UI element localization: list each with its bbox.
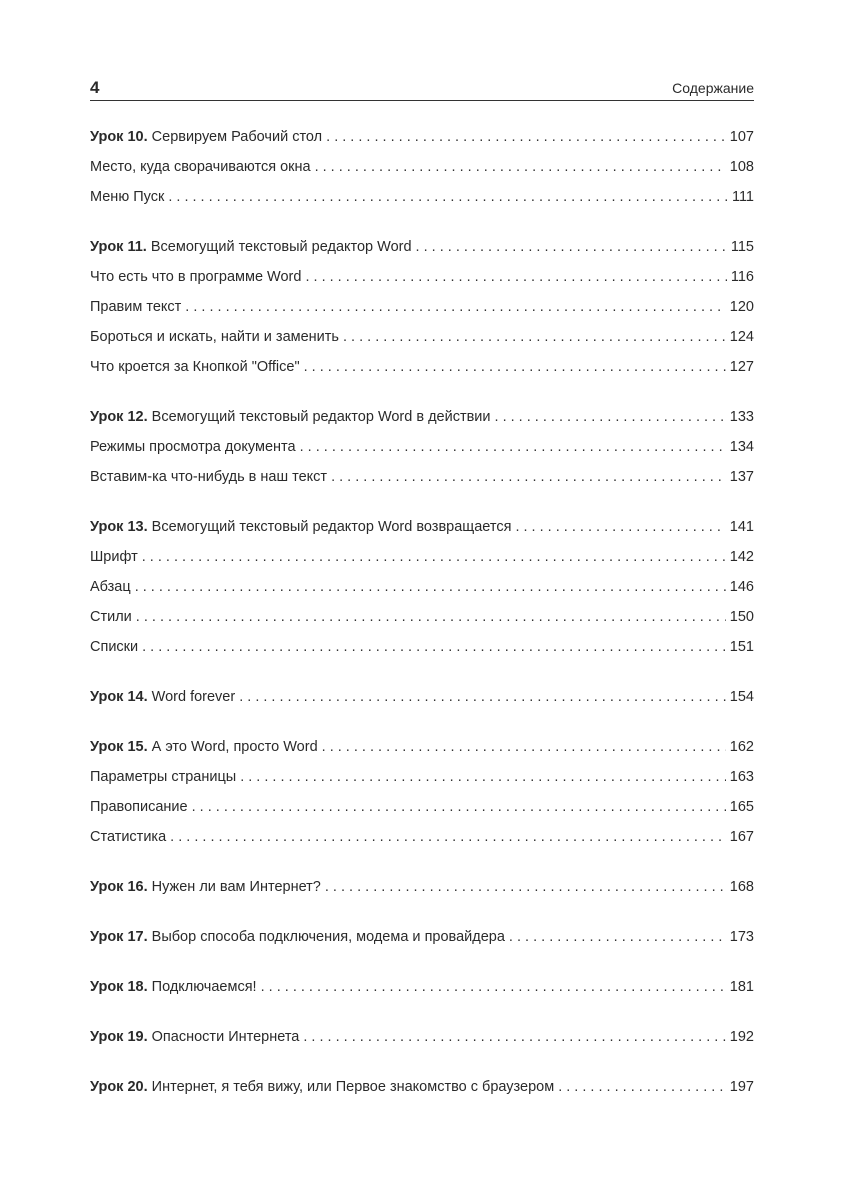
toc-group (90, 922, 754, 952)
entry-title: Выбор способа подключения, модема и провайдера (151, 929, 505, 945)
entry-title-wrap (90, 732, 318, 762)
entry-page: 154 (729, 689, 754, 705)
entry-title-wrap (90, 632, 138, 662)
dot-leader (135, 572, 726, 602)
running-header (90, 78, 754, 101)
toc-group (90, 1022, 754, 1052)
entry-title-wrap (90, 322, 339, 352)
lesson-number: Урок 20. (90, 1079, 148, 1095)
entry-page: 141 (729, 519, 754, 535)
entry-title-wrap (90, 352, 300, 382)
entry-title: Что есть что в программе Word (90, 269, 302, 285)
entry-title: Всемогущий текстовый редактор Word в действии (151, 409, 491, 425)
entry-title-wrap (90, 462, 327, 492)
toc-section-entry (90, 432, 754, 462)
entry-title-wrap (90, 822, 166, 852)
toc-section-entry (90, 822, 754, 852)
entry-page: 168 (729, 879, 754, 895)
entry-title-wrap (90, 682, 235, 712)
entry-title: Бороться и искать, найти и заменить (90, 329, 339, 345)
entry-title-wrap (90, 572, 131, 602)
dot-leader (343, 322, 726, 352)
entry-title: А это Word, просто Word (151, 739, 318, 755)
lesson-number: Урок 11. (90, 239, 147, 255)
toc-section-entry (90, 182, 754, 212)
dot-leader (509, 922, 726, 952)
toc-group (90, 122, 754, 212)
entry-title-wrap (90, 262, 301, 292)
entry-title-wrap (90, 182, 164, 212)
toc-section-entry (90, 322, 754, 352)
entry-title-wrap (90, 792, 188, 822)
entry-title-wrap (90, 1072, 554, 1102)
lesson-number: Урок 16. (90, 879, 148, 895)
dot-leader (240, 762, 726, 792)
toc-lesson-entry (90, 922, 754, 952)
toc-section-entry (90, 572, 754, 602)
dot-leader (495, 402, 726, 432)
entry-title: Сервируем Рабочий стол (151, 129, 323, 145)
dot-leader (558, 1072, 726, 1102)
dot-leader (322, 732, 726, 762)
entry-title: Нужен ли вам Интернет? (151, 879, 321, 895)
entry-page: 134 (729, 439, 754, 455)
entry-title-wrap (90, 762, 236, 792)
entry-page: 162 (729, 739, 754, 755)
entry-page: 165 (729, 799, 754, 815)
entry-page: 173 (729, 929, 754, 945)
entry-title-wrap (90, 512, 511, 542)
entry-title: Параметры страницы (90, 769, 237, 785)
toc-section-entry (90, 292, 754, 322)
dot-leader (325, 872, 726, 902)
entry-title: Правим текст (90, 299, 182, 315)
entry-title-wrap (90, 232, 412, 262)
entry-title: Подключаемся! (151, 979, 257, 995)
running-title: Содержание (672, 80, 754, 96)
entry-page: 108 (729, 159, 754, 175)
entry-page: 107 (729, 129, 754, 145)
table-of-contents (90, 122, 754, 1122)
entry-page: 192 (729, 1029, 754, 1045)
dot-leader (326, 122, 726, 152)
entry-title-wrap (90, 432, 296, 462)
dot-leader (300, 432, 726, 462)
entry-title: Всемогущий текстовый редактор Word возвращается (151, 519, 512, 535)
toc-lesson-entry (90, 402, 754, 432)
toc-section-entry (90, 542, 754, 572)
entry-title: Всемогущий текстовый редактор Word (150, 239, 412, 255)
toc-group (90, 872, 754, 902)
toc-group (90, 732, 754, 852)
toc-group (90, 512, 754, 662)
toc-section-entry (90, 762, 754, 792)
entry-page: 142 (729, 549, 754, 565)
dot-leader (515, 512, 725, 542)
dot-leader (315, 152, 726, 182)
entry-title-wrap (90, 972, 257, 1002)
lesson-number: Урок 14. (90, 689, 148, 705)
entry-page: 151 (729, 639, 754, 655)
lesson-number: Урок 15. (90, 739, 148, 755)
dot-leader (303, 1022, 725, 1052)
entry-page: 124 (729, 329, 754, 345)
entry-title-wrap (90, 402, 491, 432)
toc-group (90, 232, 754, 382)
entry-title: Что кроется за Кнопкой "Office" (90, 359, 300, 375)
toc-lesson-entry (90, 122, 754, 152)
entry-page: 133 (729, 409, 754, 425)
entry-title: Вставим-ка что-нибудь в наш текст (90, 469, 328, 485)
dot-leader (416, 232, 727, 262)
entry-page: 116 (730, 269, 754, 285)
page-number: 4 (90, 78, 100, 97)
lesson-number: Урок 12. (90, 409, 148, 425)
toc-section-entry (90, 462, 754, 492)
lesson-number: Урок 17. (90, 929, 148, 945)
entry-title: Стили (90, 609, 132, 625)
dot-leader (331, 462, 726, 492)
dot-leader (305, 262, 726, 292)
entry-title: Шрифт (90, 549, 138, 565)
toc-lesson-entry (90, 512, 754, 542)
entry-title: Режимы просмотра документа (90, 439, 296, 455)
entry-page: 120 (729, 299, 754, 315)
entry-title-wrap (90, 292, 181, 322)
entry-title-wrap (90, 602, 132, 632)
toc-lesson-entry (90, 732, 754, 762)
toc-section-entry (90, 352, 754, 382)
toc-section-entry (90, 632, 754, 662)
dot-leader (142, 542, 726, 572)
entry-page: 137 (729, 469, 754, 485)
toc-section-entry (90, 262, 754, 292)
toc-lesson-entry (90, 1022, 754, 1052)
entry-title-wrap (90, 122, 322, 152)
entry-page: 115 (730, 239, 754, 255)
entry-page: 146 (729, 579, 754, 595)
toc-section-entry (90, 152, 754, 182)
dot-leader (168, 182, 728, 212)
toc-group (90, 682, 754, 712)
entry-title: Списки (90, 639, 139, 655)
toc-section-entry (90, 602, 754, 632)
entry-page: 111 (731, 189, 754, 205)
dot-leader (142, 632, 726, 662)
entry-page: 181 (729, 979, 754, 995)
entry-title: Статистика (90, 829, 167, 845)
entry-title-wrap (90, 922, 505, 952)
lesson-number: Урок 18. (90, 979, 148, 995)
toc-lesson-entry (90, 872, 754, 902)
entry-title-wrap (90, 542, 138, 572)
entry-title: Правописание (90, 799, 188, 815)
entry-title-wrap (90, 1022, 299, 1052)
toc-section-entry (90, 792, 754, 822)
lesson-number: Урок 13. (90, 519, 148, 535)
dot-leader (239, 682, 726, 712)
entry-title: Опасности Интернета (151, 1029, 300, 1045)
toc-group (90, 972, 754, 1002)
dot-leader (136, 602, 726, 632)
toc-group (90, 1072, 754, 1102)
toc-lesson-entry (90, 972, 754, 1002)
dot-leader (304, 352, 726, 382)
lesson-number: Урок 10. (90, 129, 148, 145)
lesson-number: Урок 19. (90, 1029, 148, 1045)
toc-lesson-entry (90, 1072, 754, 1102)
entry-title: Меню Пуск (90, 189, 165, 205)
dot-leader (170, 822, 726, 852)
toc-lesson-entry (90, 232, 754, 262)
toc-lesson-entry (90, 682, 754, 712)
entry-page: 167 (729, 829, 754, 845)
entry-page: 127 (729, 359, 754, 375)
entry-title-wrap (90, 872, 321, 902)
toc-group (90, 402, 754, 492)
entry-title: Интернет, я тебя вижу, или Первое знакомство с браузером (151, 1079, 555, 1095)
dot-leader (185, 292, 726, 322)
entry-title: Word forever (151, 689, 236, 705)
dot-leader (192, 792, 726, 822)
dot-leader (261, 972, 726, 1002)
entry-title-wrap (90, 152, 311, 182)
entry-page: 150 (729, 609, 754, 625)
entry-title: Место, куда сворачиваются окна (90, 159, 311, 175)
entry-page: 197 (729, 1079, 754, 1095)
entry-page: 163 (729, 769, 754, 785)
entry-title: Абзац (90, 579, 131, 595)
